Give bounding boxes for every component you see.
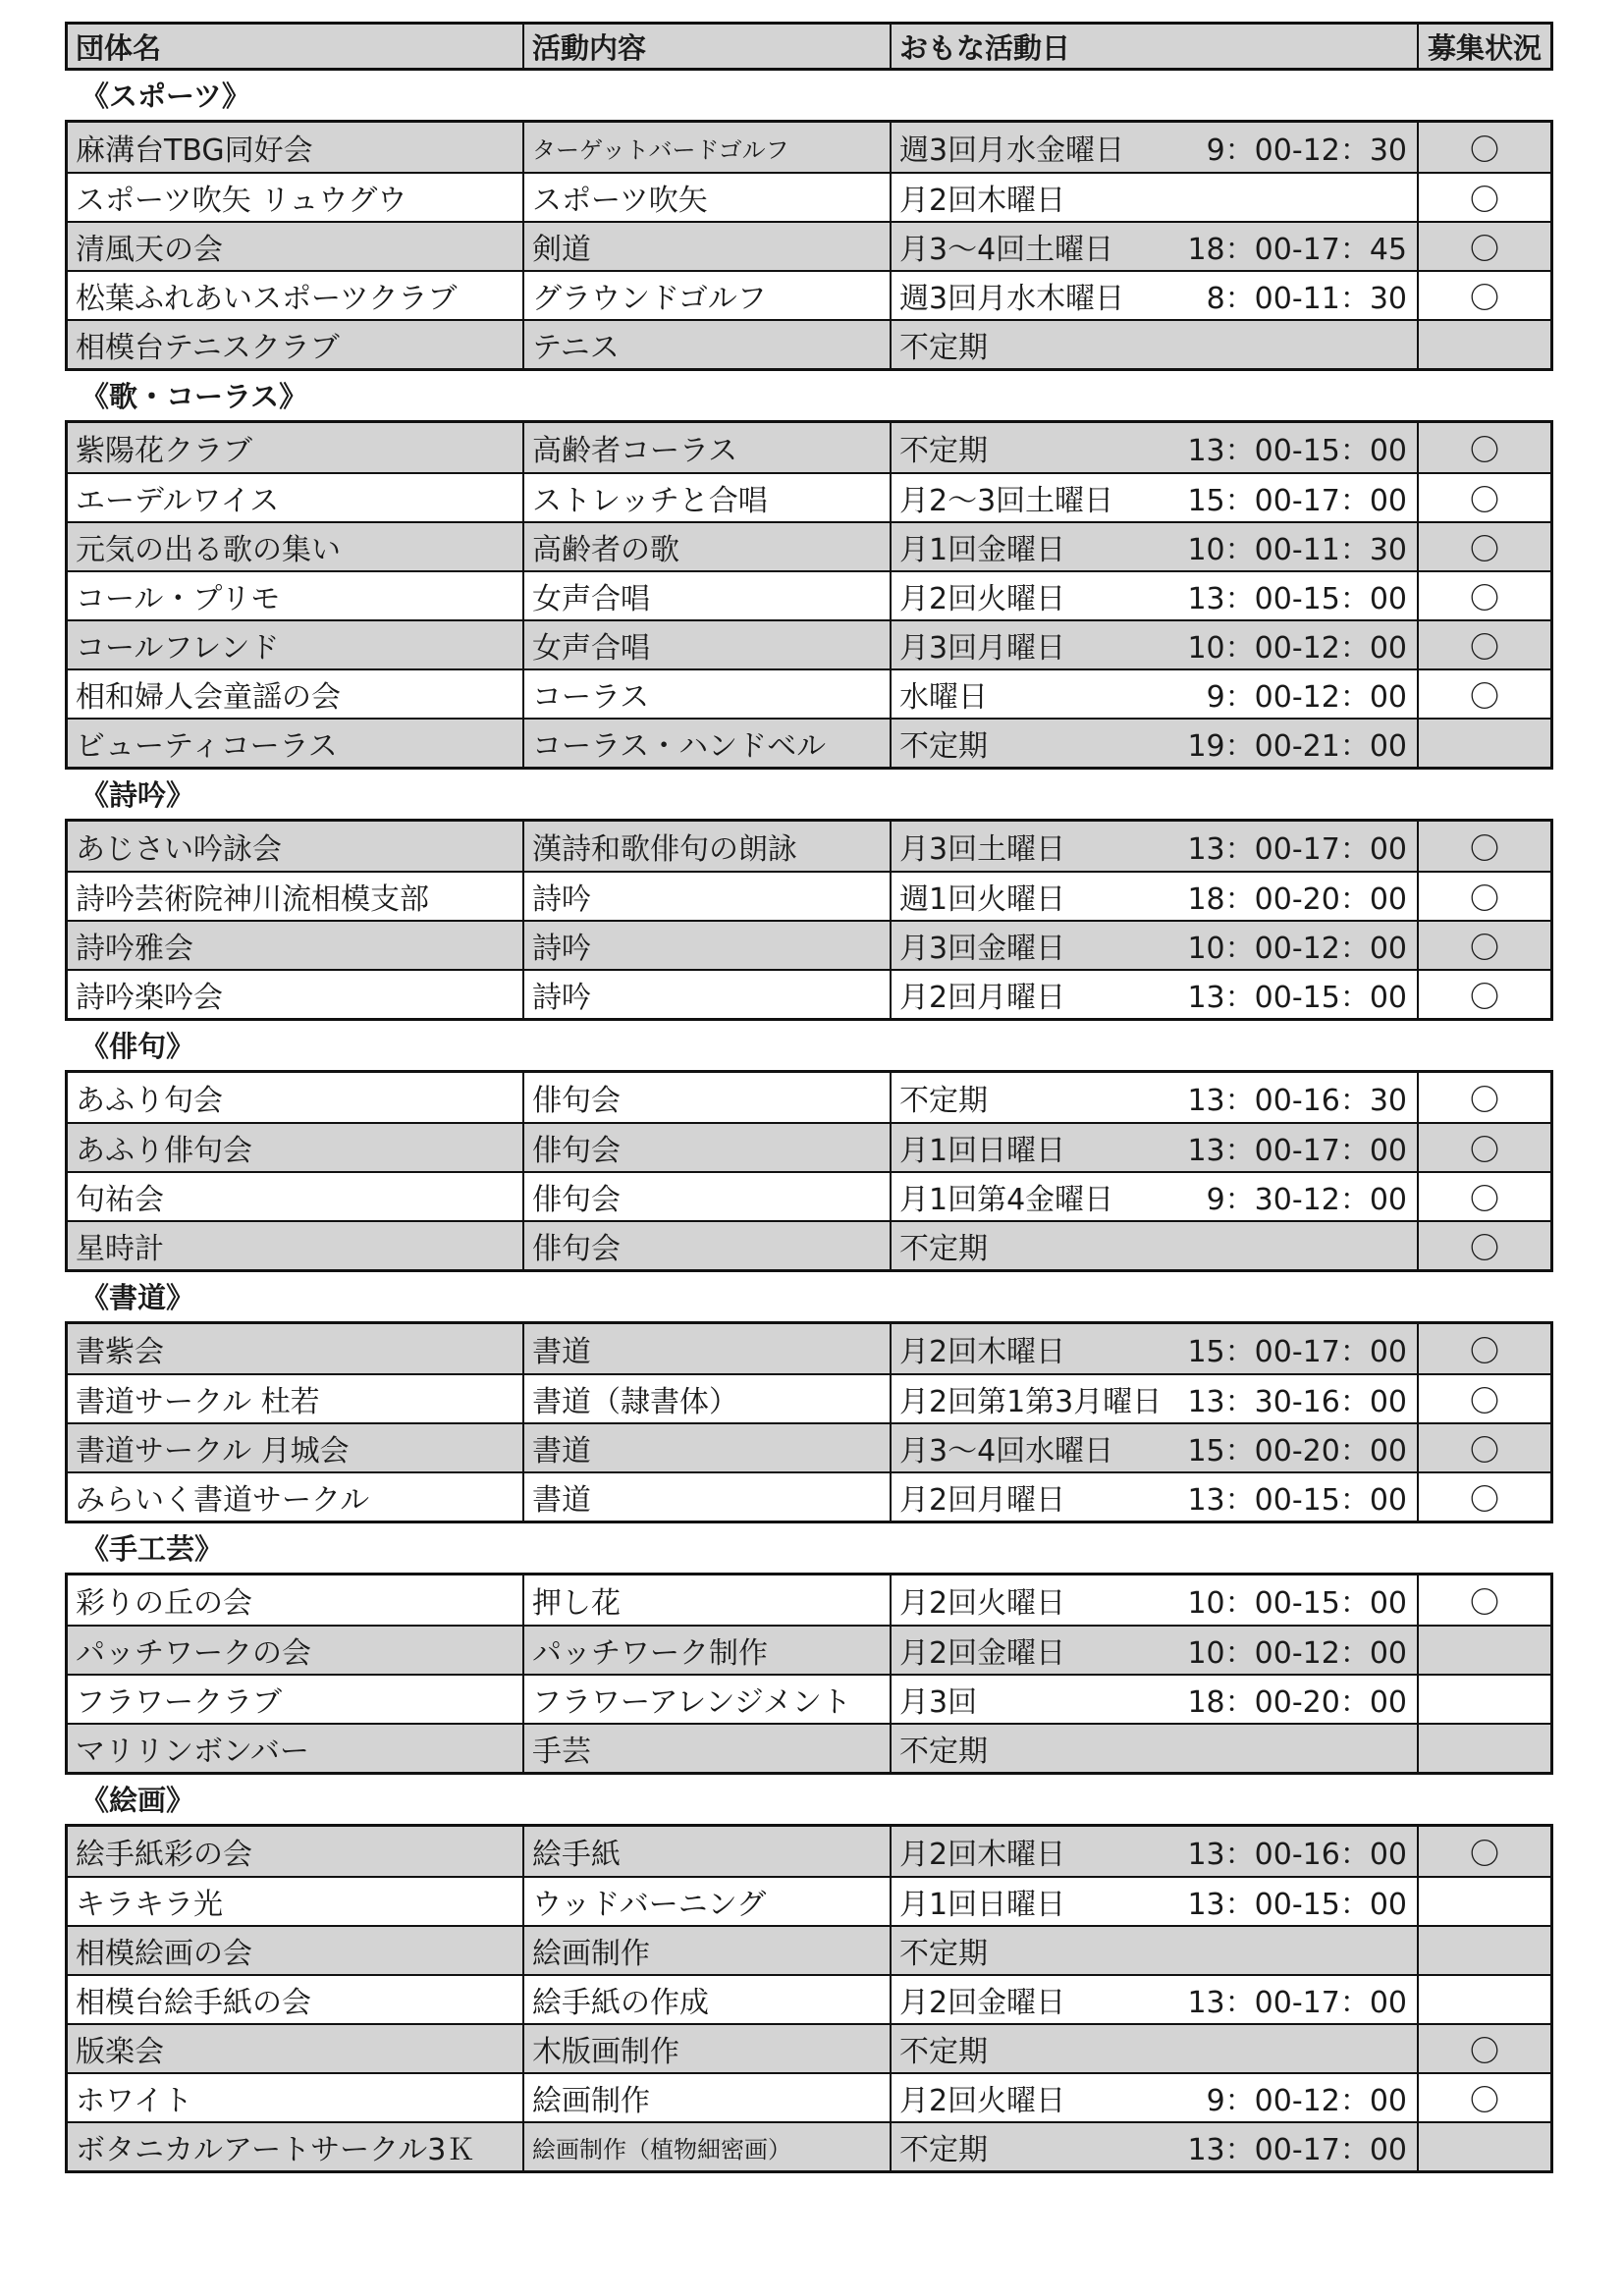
- activity-time: 13：00-17：00: [1187, 1986, 1407, 2020]
- activity-day: 不定期: [899, 729, 988, 764]
- schedule: [890, 1124, 1417, 1171]
- table-row: [68, 472, 1550, 521]
- activity-day: 月2回金曜日: [899, 1636, 1066, 1671]
- table-row: [68, 1373, 1550, 1422]
- group-name: 絵手紙彩の会: [76, 1838, 252, 1872]
- recruit-status: 〇: [1417, 1073, 1550, 1122]
- header-activity: 活動内容: [522, 25, 890, 68]
- activity-day: 月3～4回水曜日: [899, 1434, 1114, 1468]
- schedule: [890, 1976, 1417, 2023]
- table-row: [68, 1575, 1550, 1625]
- schedule: [890, 1878, 1417, 1925]
- activity-day: 月2回月曜日: [899, 1483, 1066, 1518]
- schedule: [890, 720, 1417, 767]
- recruit-status: 〇: [1417, 2074, 1550, 2121]
- table-row: [68, 2121, 1550, 2170]
- table-row: [68, 123, 1550, 172]
- activity-day: 月2回火曜日: [899, 1586, 1066, 1621]
- recruit-status: 〇: [1417, 523, 1550, 570]
- category-title: 《俳句》: [81, 1030, 195, 1063]
- group-name: コール・プリモ: [76, 582, 281, 616]
- table-row: [68, 570, 1550, 619]
- group-name: 版楽会: [76, 2035, 164, 2069]
- recruit-status: [1417, 1878, 1550, 1925]
- group-name: 句祐会: [76, 1183, 164, 1217]
- group-name: エーデルワイス: [76, 484, 280, 518]
- activity-day: 不定期: [899, 1735, 988, 1769]
- group-name: コールフレンド: [76, 631, 280, 666]
- recruit-status: [1417, 1627, 1550, 1674]
- table-row: [68, 619, 1550, 668]
- recruit-status: 〇: [1417, 1424, 1550, 1471]
- activity-time: 9：00-12：00: [1206, 2084, 1407, 2118]
- activity-time: 15：00-20：00: [1187, 1434, 1407, 1468]
- group-name: 詩吟芸術院神川流相模支部: [76, 882, 429, 917]
- table-row: [68, 668, 1550, 718]
- table-row: [68, 1974, 1550, 2023]
- schedule: [890, 174, 1417, 221]
- recruit-status: 〇: [1417, 1473, 1550, 1521]
- recruit-status: 〇: [1417, 1827, 1550, 1876]
- activity-day: 不定期: [899, 2035, 988, 2069]
- schedule: [890, 272, 1417, 319]
- group-name: あじさい吟詠会: [76, 832, 282, 867]
- activity-time: 9：00-12：00: [1206, 680, 1407, 715]
- activity-day: 不定期: [899, 331, 988, 365]
- table-row: [68, 1171, 1550, 1220]
- activity: 絵画制作: [522, 1927, 890, 1974]
- activity-day: 週3回月水木曜日: [899, 282, 1125, 316]
- schedule: [890, 1676, 1417, 1723]
- schedule: [890, 321, 1417, 368]
- table-row: [68, 319, 1550, 368]
- schedule: [890, 1927, 1417, 1974]
- activity-time: 10：00-12：00: [1187, 631, 1407, 666]
- activity-time: 9：30-12：00: [1206, 1183, 1407, 1217]
- activity: テニス: [522, 321, 890, 368]
- table-row: [68, 1925, 1550, 1974]
- activity: 押し花: [522, 1575, 890, 1625]
- group-name: ホワイト: [76, 2084, 193, 2118]
- group-name: あふり句会: [76, 1084, 223, 1118]
- table-row: [68, 1876, 1550, 1925]
- table-row: [68, 2023, 1550, 2072]
- group-name: ビューティコーラス: [76, 729, 338, 764]
- group-name: みらいく書道サークル: [76, 1483, 370, 1518]
- group-name: マリリンボンバー: [76, 1735, 309, 1769]
- activity: 書道（隷書体）: [522, 1375, 890, 1422]
- activity-day: 水曜日: [899, 680, 988, 715]
- activity-time: 15：00-17：00: [1187, 484, 1407, 518]
- table-row: [68, 521, 1550, 570]
- activity-time: 18：00-17：45: [1187, 233, 1407, 267]
- group-name: 元気の出る歌の集い: [76, 533, 341, 567]
- group-name: ボタニカルアートサークル3Ｋ: [76, 2133, 476, 2167]
- table-row: [68, 822, 1550, 871]
- activity-day: 不定期: [899, 2133, 988, 2167]
- schedule: [890, 1375, 1417, 1422]
- activity: 詩吟: [522, 873, 890, 920]
- recruit-status: [1417, 1725, 1550, 1772]
- activity: 書道: [522, 1324, 890, 1373]
- activity-time: 13：00-16：00: [1187, 1838, 1407, 1872]
- activity-time: 9：00-12：30: [1206, 133, 1407, 168]
- table-row: [68, 1324, 1550, 1373]
- activity-time: 18：00-20：00: [1187, 1685, 1407, 1720]
- activity-day: 月2回木曜日: [899, 1335, 1066, 1369]
- activity-day: 月1回第4金曜日: [899, 1183, 1114, 1217]
- activity: 俳句会: [522, 1124, 890, 1171]
- category-table: [65, 420, 1553, 770]
- group-name: 清風天の会: [76, 233, 223, 267]
- activity: ターゲットバードゴルフ: [522, 123, 890, 172]
- category-table: [65, 819, 1553, 1021]
- schedule: [890, 1222, 1417, 1269]
- activity-day: 不定期: [899, 1232, 988, 1266]
- activity: 高齢者コーラス: [522, 423, 890, 472]
- activity-day: 月2回木曜日: [899, 1838, 1066, 1872]
- activity: 女声合唱: [522, 572, 890, 619]
- category-title: 《絵画》: [81, 1784, 195, 1817]
- schedule: [890, 1627, 1417, 1674]
- group-name: 相和婦人会童謡の会: [76, 680, 341, 715]
- activity-day: 月1回金曜日: [899, 533, 1066, 567]
- group-name: 相模台絵手紙の会: [76, 1986, 311, 2020]
- activity-time: 8：00-11：30: [1206, 282, 1407, 316]
- group-name: 松葉ふれあいスポーツクラブ: [76, 282, 458, 316]
- group-name: 書道サークル 杜若: [76, 1385, 320, 1419]
- group-name: 相模絵画の会: [76, 1937, 252, 1971]
- header-recruit: 募集状況: [1417, 25, 1550, 68]
- activity: 俳句会: [522, 1222, 890, 1269]
- activity: コーラス・ハンドベル: [522, 720, 890, 767]
- schedule: [890, 621, 1417, 668]
- table-row: [68, 270, 1550, 319]
- category-sections: [65, 71, 1553, 2173]
- activity-time: 13：00-15：00: [1187, 434, 1407, 468]
- activity-time: 13：00-17：00: [1187, 832, 1407, 867]
- group-name: 相模台テニスクラブ: [76, 331, 340, 365]
- recruit-status: 〇: [1417, 922, 1550, 969]
- schedule: [890, 474, 1417, 521]
- table-row: [68, 1073, 1550, 1122]
- recruit-status: 〇: [1417, 1173, 1550, 1220]
- schedule: [890, 922, 1417, 969]
- table-row: [68, 1674, 1550, 1723]
- category-title: 《書道》: [81, 1281, 195, 1314]
- activity-time: 13：00-16：30: [1187, 1084, 1407, 1118]
- recruit-status: 〇: [1417, 1375, 1550, 1422]
- activity: 詩吟: [522, 922, 890, 969]
- schedule: [890, 670, 1417, 718]
- category-table: [65, 1070, 1553, 1272]
- table-row: [68, 1723, 1550, 1772]
- header-name: 団体名: [76, 30, 162, 65]
- activity-time: 13：00-15：00: [1187, 1483, 1407, 1518]
- recruit-status: 〇: [1417, 174, 1550, 221]
- schedule: [890, 523, 1417, 570]
- group-name: 星時計: [76, 1232, 164, 1266]
- activity-day: 月1回日曜日: [899, 1134, 1066, 1168]
- recruit-status: 〇: [1417, 423, 1550, 472]
- activity-day: 月3～4回土曜日: [899, 233, 1114, 267]
- header-days: おもな活動日: [890, 25, 1417, 68]
- activity-time: 13：00-17：00: [1187, 2133, 1407, 2167]
- table-row: [68, 969, 1550, 1018]
- activity-time: 10：00-15：00: [1187, 1586, 1407, 1621]
- activity: 絵手紙: [522, 1827, 890, 1876]
- activity: グラウンドゴルフ: [522, 272, 890, 319]
- schedule: [890, 1424, 1417, 1471]
- activity-time: 13：00-15：00: [1187, 582, 1407, 616]
- recruit-status: 〇: [1417, 670, 1550, 718]
- recruit-status: 〇: [1417, 621, 1550, 668]
- table-row: [68, 172, 1550, 221]
- group-name: 麻溝台TBG同好会: [76, 133, 313, 168]
- schedule: [890, 1575, 1417, 1625]
- activity-day: 週3回月水金曜日: [899, 133, 1125, 168]
- recruit-status: 〇: [1417, 223, 1550, 270]
- activity: 書道: [522, 1424, 890, 1471]
- schedule: [890, 2025, 1417, 2072]
- category-table: [65, 1321, 1553, 1523]
- schedule: [890, 123, 1417, 172]
- activity-time: 13：00-17：00: [1187, 1134, 1407, 1168]
- activity-day: 月2回火曜日: [899, 2084, 1066, 2118]
- activity-time: 10：00-12：00: [1187, 1636, 1407, 1671]
- table-header: [65, 22, 1553, 71]
- activity-day: 月3回月曜日: [899, 631, 1066, 666]
- activity: 手芸: [522, 1725, 890, 1772]
- table-row: [68, 2072, 1550, 2121]
- activity-time: 19：00-21：00: [1187, 729, 1407, 764]
- category-table: [65, 1824, 1553, 2173]
- table-row: [68, 1122, 1550, 1171]
- activity-day: 月3回: [899, 1685, 978, 1720]
- activity: 漢詩和歌俳句の朗詠: [522, 822, 890, 871]
- recruit-status: 〇: [1417, 2025, 1550, 2072]
- group-name: 詩吟雅会: [76, 932, 193, 966]
- activity-day: 月3回土曜日: [899, 832, 1066, 867]
- activity-day: 週1回火曜日: [899, 882, 1066, 917]
- table-row: [68, 1471, 1550, 1521]
- group-name: パッチワークの会: [76, 1636, 311, 1671]
- activity-time: 13：00-15：00: [1187, 981, 1407, 1015]
- activity-time: 13：00-15：00: [1187, 1888, 1407, 1922]
- group-name: 詩吟楽吟会: [76, 981, 223, 1015]
- activity: コーラス: [522, 670, 890, 718]
- group-name: 紫陽花クラブ: [76, 434, 252, 468]
- category-title: 《詩吟》: [81, 778, 195, 812]
- activity-time: 10：00-12：00: [1187, 932, 1407, 966]
- activity: 女声合唱: [522, 621, 890, 668]
- table-row: [68, 920, 1550, 969]
- table-row: [68, 1422, 1550, 1471]
- activity-day: 月2～3回土曜日: [899, 484, 1114, 518]
- activity-day: 月2回第1第3月曜日: [899, 1385, 1163, 1419]
- activity-day: 月3回金曜日: [899, 932, 1066, 966]
- activity-day: 不定期: [899, 434, 988, 468]
- activity-time: 15：00-17：00: [1187, 1335, 1407, 1369]
- category-title: 《スポーツ》: [81, 80, 250, 113]
- table-row: [68, 718, 1550, 767]
- schedule: [890, 1324, 1417, 1373]
- activity: 絵手紙の作成: [522, 1976, 890, 2023]
- activity-day: 月2回火曜日: [899, 582, 1066, 616]
- recruit-status: 〇: [1417, 1222, 1550, 1269]
- activity-day: 月2回木曜日: [899, 184, 1066, 218]
- recruit-status: [1417, 1976, 1550, 2023]
- schedule: [890, 971, 1417, 1018]
- schedule: [890, 873, 1417, 920]
- recruit-status: 〇: [1417, 822, 1550, 871]
- group-name: キラキラ光: [76, 1888, 223, 1922]
- activity-time: 10：00-11：30: [1187, 533, 1407, 567]
- activity: 俳句会: [522, 1073, 890, 1122]
- table-row: [68, 1827, 1550, 1876]
- table-row: [68, 423, 1550, 472]
- recruit-status: 〇: [1417, 873, 1550, 920]
- schedule: [890, 1173, 1417, 1220]
- activity-day: 月2回月曜日: [899, 981, 1066, 1015]
- activity: パッチワーク制作: [522, 1627, 890, 1674]
- recruit-status: [1417, 720, 1550, 767]
- activity: 俳句会: [522, 1173, 890, 1220]
- activity-time: 18：00-20：00: [1187, 882, 1407, 917]
- recruit-status: 〇: [1417, 272, 1550, 319]
- activity-day: 月2回金曜日: [899, 1986, 1066, 2020]
- table-row: [68, 221, 1550, 270]
- schedule: [890, 2123, 1417, 2170]
- schedule: [890, 1827, 1417, 1876]
- activity: スポーツ吹矢: [522, 174, 890, 221]
- activity: 書道: [522, 1473, 890, 1521]
- table-row: [68, 1625, 1550, 1674]
- activity: フラワーアレンジメント: [522, 1676, 890, 1723]
- recruit-status: 〇: [1417, 572, 1550, 619]
- group-name: 書道サークル 月城会: [76, 1434, 350, 1468]
- recruit-status: 〇: [1417, 123, 1550, 172]
- activity-time: 13：30-16：00: [1187, 1385, 1407, 1419]
- category-title: 《手工芸》: [81, 1532, 224, 1566]
- group-directory: [65, 22, 1553, 2173]
- category-title: 《歌・コーラス》: [81, 380, 308, 413]
- table-row: [68, 1220, 1550, 1269]
- group-name: 書紫会: [76, 1335, 164, 1369]
- activity-day: 不定期: [899, 1084, 988, 1118]
- schedule: [890, 1473, 1417, 1521]
- schedule: [890, 223, 1417, 270]
- schedule: [890, 2074, 1417, 2121]
- group-name: フラワークラブ: [76, 1685, 282, 1720]
- recruit-status: 〇: [1417, 474, 1550, 521]
- recruit-status: [1417, 2123, 1550, 2170]
- schedule: [890, 423, 1417, 472]
- activity: ウッドバーニング: [522, 1878, 890, 1925]
- recruit-status: 〇: [1417, 1124, 1550, 1171]
- recruit-status: 〇: [1417, 971, 1550, 1018]
- activity: 高齢者の歌: [522, 523, 890, 570]
- schedule: [890, 822, 1417, 871]
- schedule: [890, 572, 1417, 619]
- recruit-status: [1417, 1927, 1550, 1974]
- group-name: あふり俳句会: [76, 1134, 252, 1168]
- table-row: [68, 871, 1550, 920]
- activity: 詩吟: [522, 971, 890, 1018]
- activity: 絵画制作（植物細密画）: [522, 2123, 890, 2170]
- recruit-status: 〇: [1417, 1575, 1550, 1625]
- group-name: スポーツ吹矢 リュウグウ: [76, 184, 407, 218]
- activity: ストレッチと合唱: [522, 474, 890, 521]
- category-table: [65, 1573, 1553, 1775]
- activity: 絵画制作: [522, 2074, 890, 2121]
- activity-day: 不定期: [899, 1937, 988, 1971]
- group-name: 彩りの丘の会: [76, 1586, 252, 1621]
- activity-day: 月1回日曜日: [899, 1888, 1066, 1922]
- activity: 木版画制作: [522, 2025, 890, 2072]
- recruit-status: [1417, 1676, 1550, 1723]
- category-table: [65, 120, 1553, 371]
- recruit-status: 〇: [1417, 1324, 1550, 1373]
- recruit-status: [1417, 321, 1550, 368]
- schedule: [890, 1725, 1417, 1772]
- schedule: [890, 1073, 1417, 1122]
- activity: 剣道: [522, 223, 890, 270]
